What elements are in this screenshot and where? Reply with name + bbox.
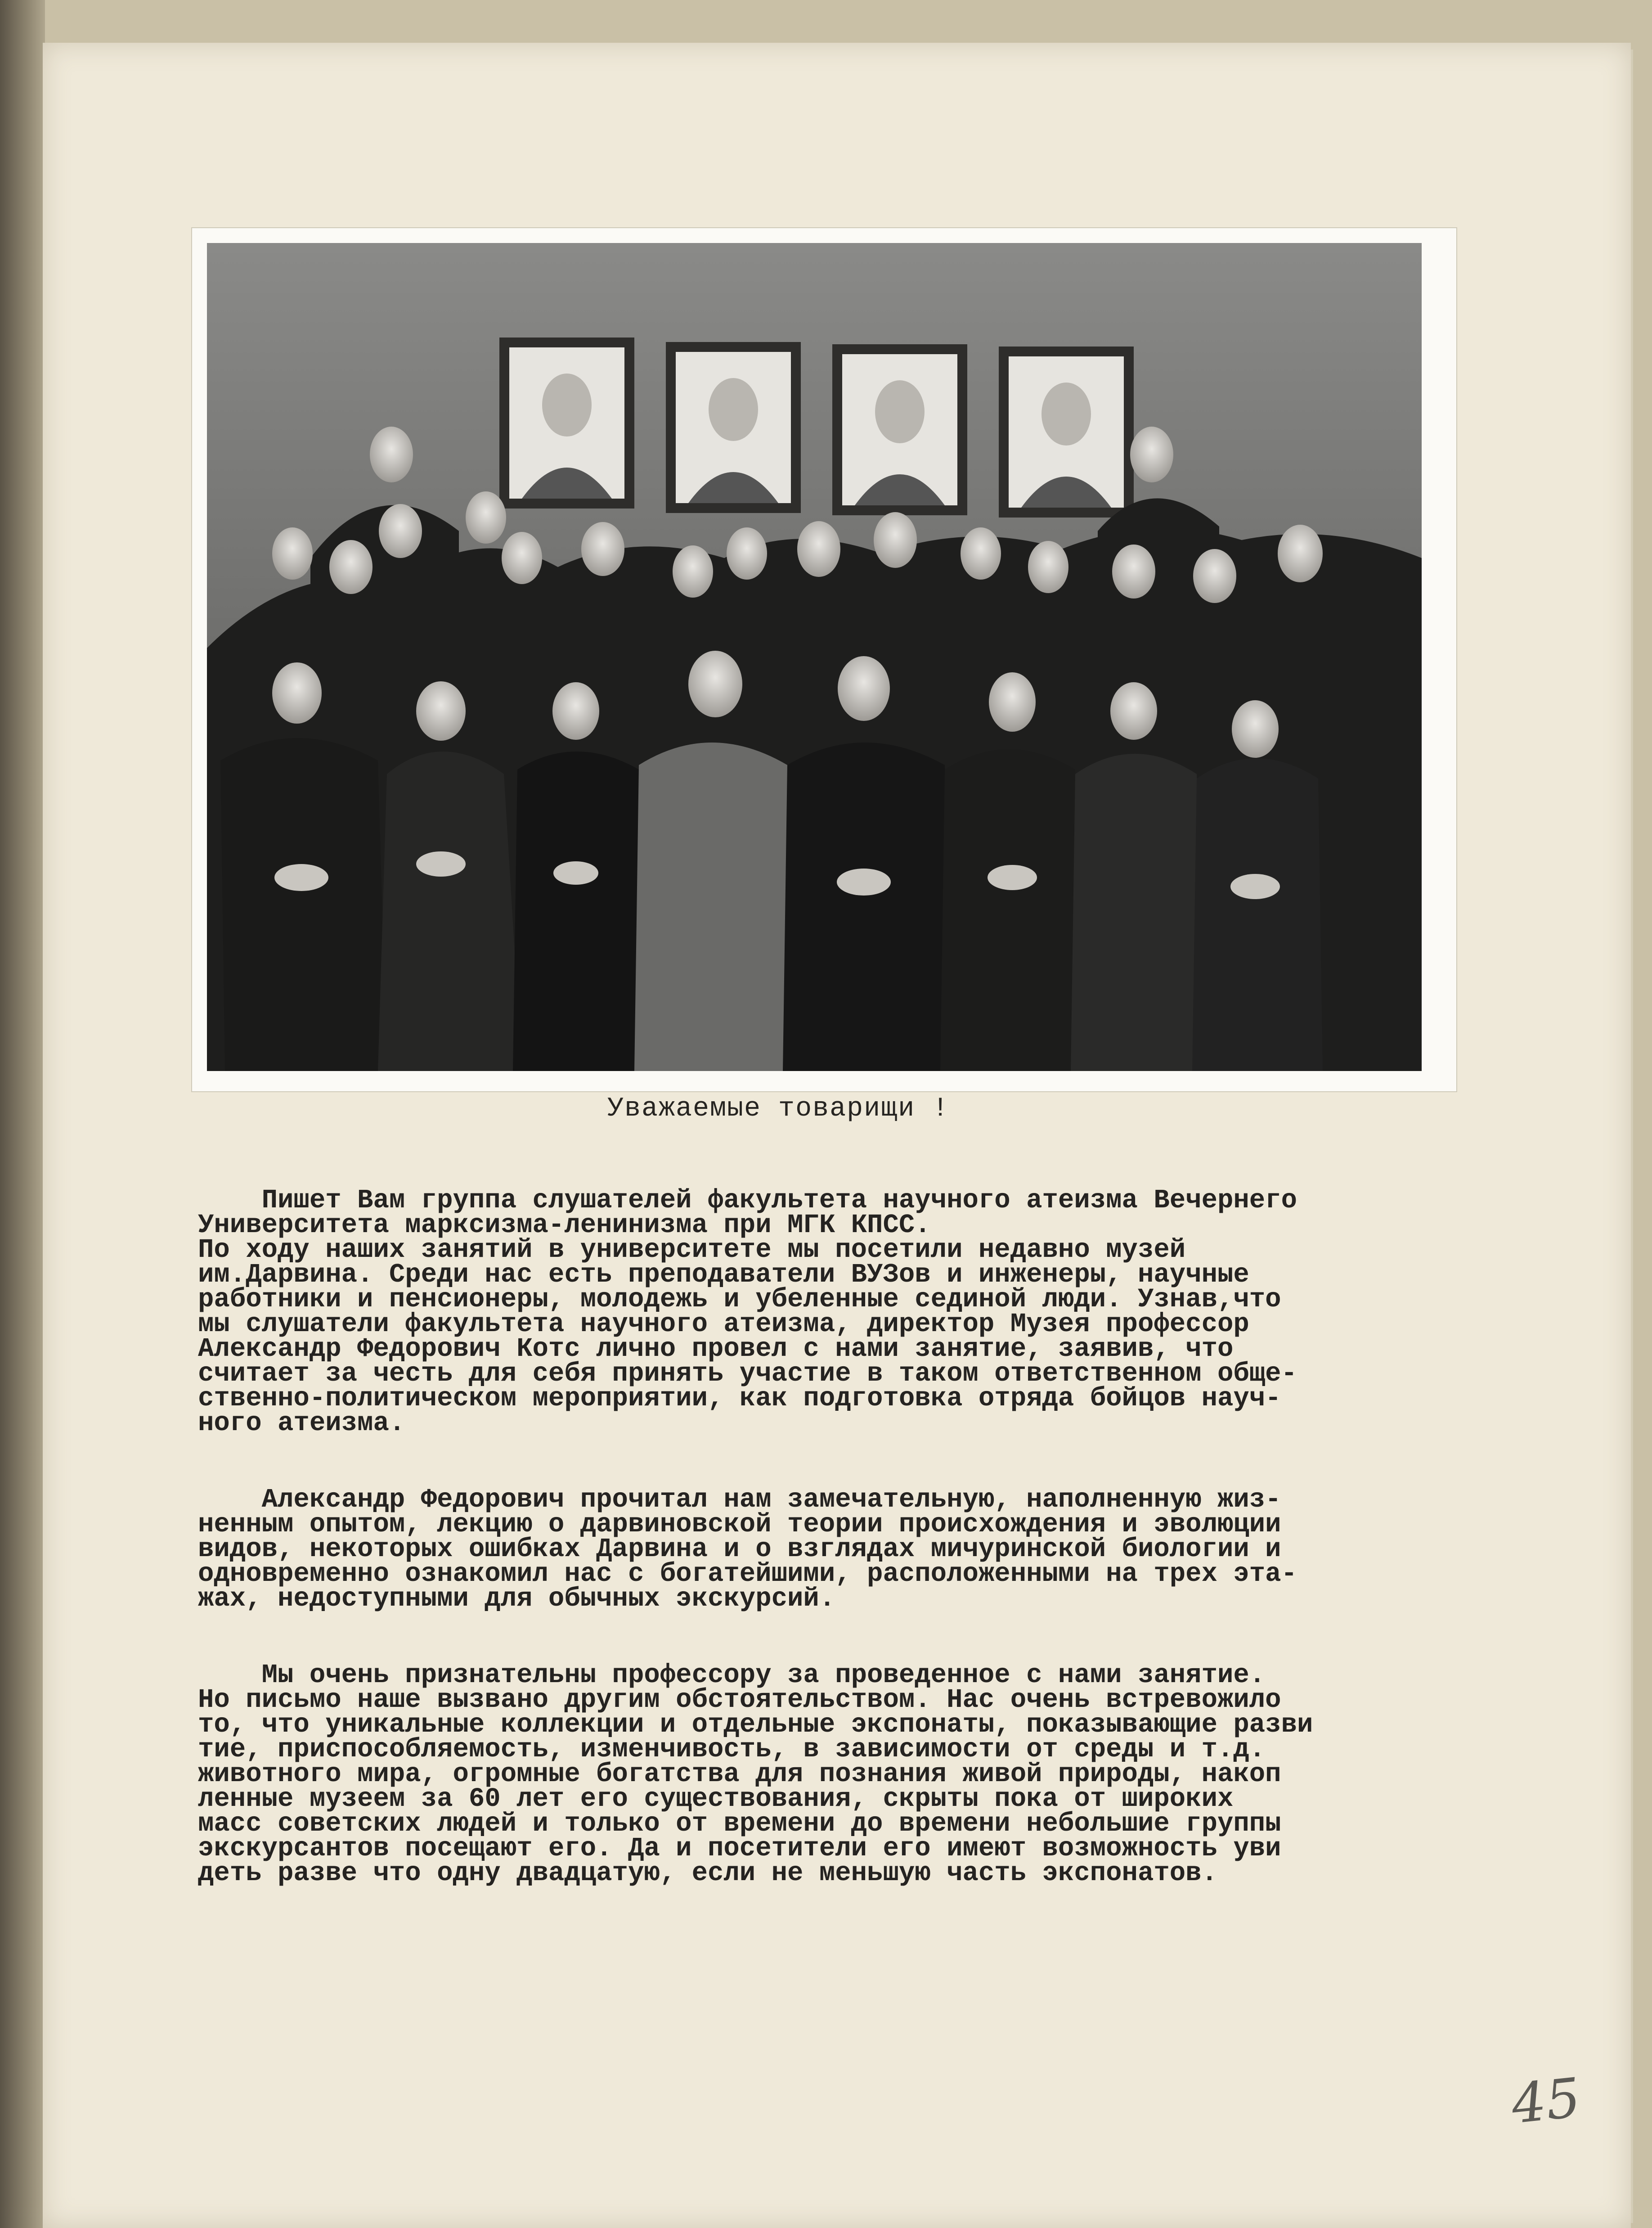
text-line: ного атеизма. bbox=[198, 1408, 405, 1438]
salutation: Уважаемые товарищи ! bbox=[607, 1094, 950, 1124]
text-line: тие, приспособляемость, изменчивость, в зависимости от среды и т.д. bbox=[198, 1734, 1266, 1764]
paragraph-1 bbox=[198, 1185, 1606, 1438]
text-line: работники и пенсионеры, молодежь и убеленные сединой люди. Узнав,что bbox=[198, 1284, 1281, 1314]
page-number: 45 bbox=[1508, 2066, 1584, 2136]
text-line: По ходу наших занятий в университете мы посетили недавно музей bbox=[198, 1235, 1186, 1265]
text-line: масс советских людей и только от времени до времени небольшие группы bbox=[198, 1809, 1281, 1839]
text-line: экскурсантов посещают его. Да и посетители его имеют возможность уви bbox=[198, 1833, 1281, 1863]
paragraph-3 bbox=[198, 1660, 1606, 1888]
text-line: жах, недоступными для обычных экскурсий. bbox=[198, 1584, 835, 1614]
text-line: одновременно ознакомил нас с богатейшими, расположенными на трех эта- bbox=[198, 1559, 1297, 1589]
text-line: ненным опытом, лекцию о дарвиновской теории происхождения и эволюции bbox=[198, 1509, 1281, 1539]
group-photo bbox=[207, 243, 1422, 1071]
text-line: Мы очень признательны профессору за проведенное с нами занятие. bbox=[198, 1660, 1266, 1690]
text-line: видов, некоторых ошибках Дарвина и о взглядах мичуринской биологии и bbox=[198, 1534, 1281, 1564]
text-line: Александр Федорович Котс лично провел с нами занятие, заявив, что bbox=[198, 1334, 1234, 1364]
text-line: Пишет Вам группа слушателей факультета научного атеизма Вечернего bbox=[198, 1185, 1297, 1215]
text-line: деть разве что одну двадцатую, если не меньшую часть экспонатов. bbox=[198, 1858, 1217, 1888]
text-line: считает за честь для себя принять участие в таком ответственном обще- bbox=[198, 1359, 1297, 1389]
portrait-1 bbox=[499, 338, 634, 509]
text-line: то, что уникальные коллекции и отдельные экспонаты, показывающие разви bbox=[198, 1710, 1313, 1740]
text-line: мы слушатели факультета научного атеизма, директор Музея профессор bbox=[198, 1309, 1249, 1339]
portrait-4 bbox=[999, 347, 1134, 518]
text-line: им.Дарвина. Среди нас есть преподаватели ВУЗов и инженеры, научные bbox=[198, 1260, 1249, 1290]
portrait-3 bbox=[832, 344, 967, 515]
text-line: ственно-политическом мероприятии, как подготовка отряда бойцов науч- bbox=[198, 1383, 1281, 1413]
letter-body bbox=[198, 1185, 1606, 1888]
text-line: Университета марксизма-ленинизма при МГК КПСС. bbox=[198, 1210, 931, 1240]
text-line: ленные музеем за 60 лет его существования, скрыты пока от широких bbox=[198, 1784, 1234, 1814]
binder-edge bbox=[0, 0, 45, 2228]
text-line: животного мира, огромные богатства для познания живой природы, накоп bbox=[198, 1759, 1281, 1789]
portrait-2 bbox=[666, 342, 801, 513]
paragraph-2 bbox=[198, 1485, 1606, 1614]
text-line: Александр Федорович прочитал нам замечательную, наполненную жиз- bbox=[198, 1485, 1281, 1515]
text-line: Но письмо наше вызвано другим обстоятельством. Нас очень встревожило bbox=[198, 1685, 1281, 1715]
